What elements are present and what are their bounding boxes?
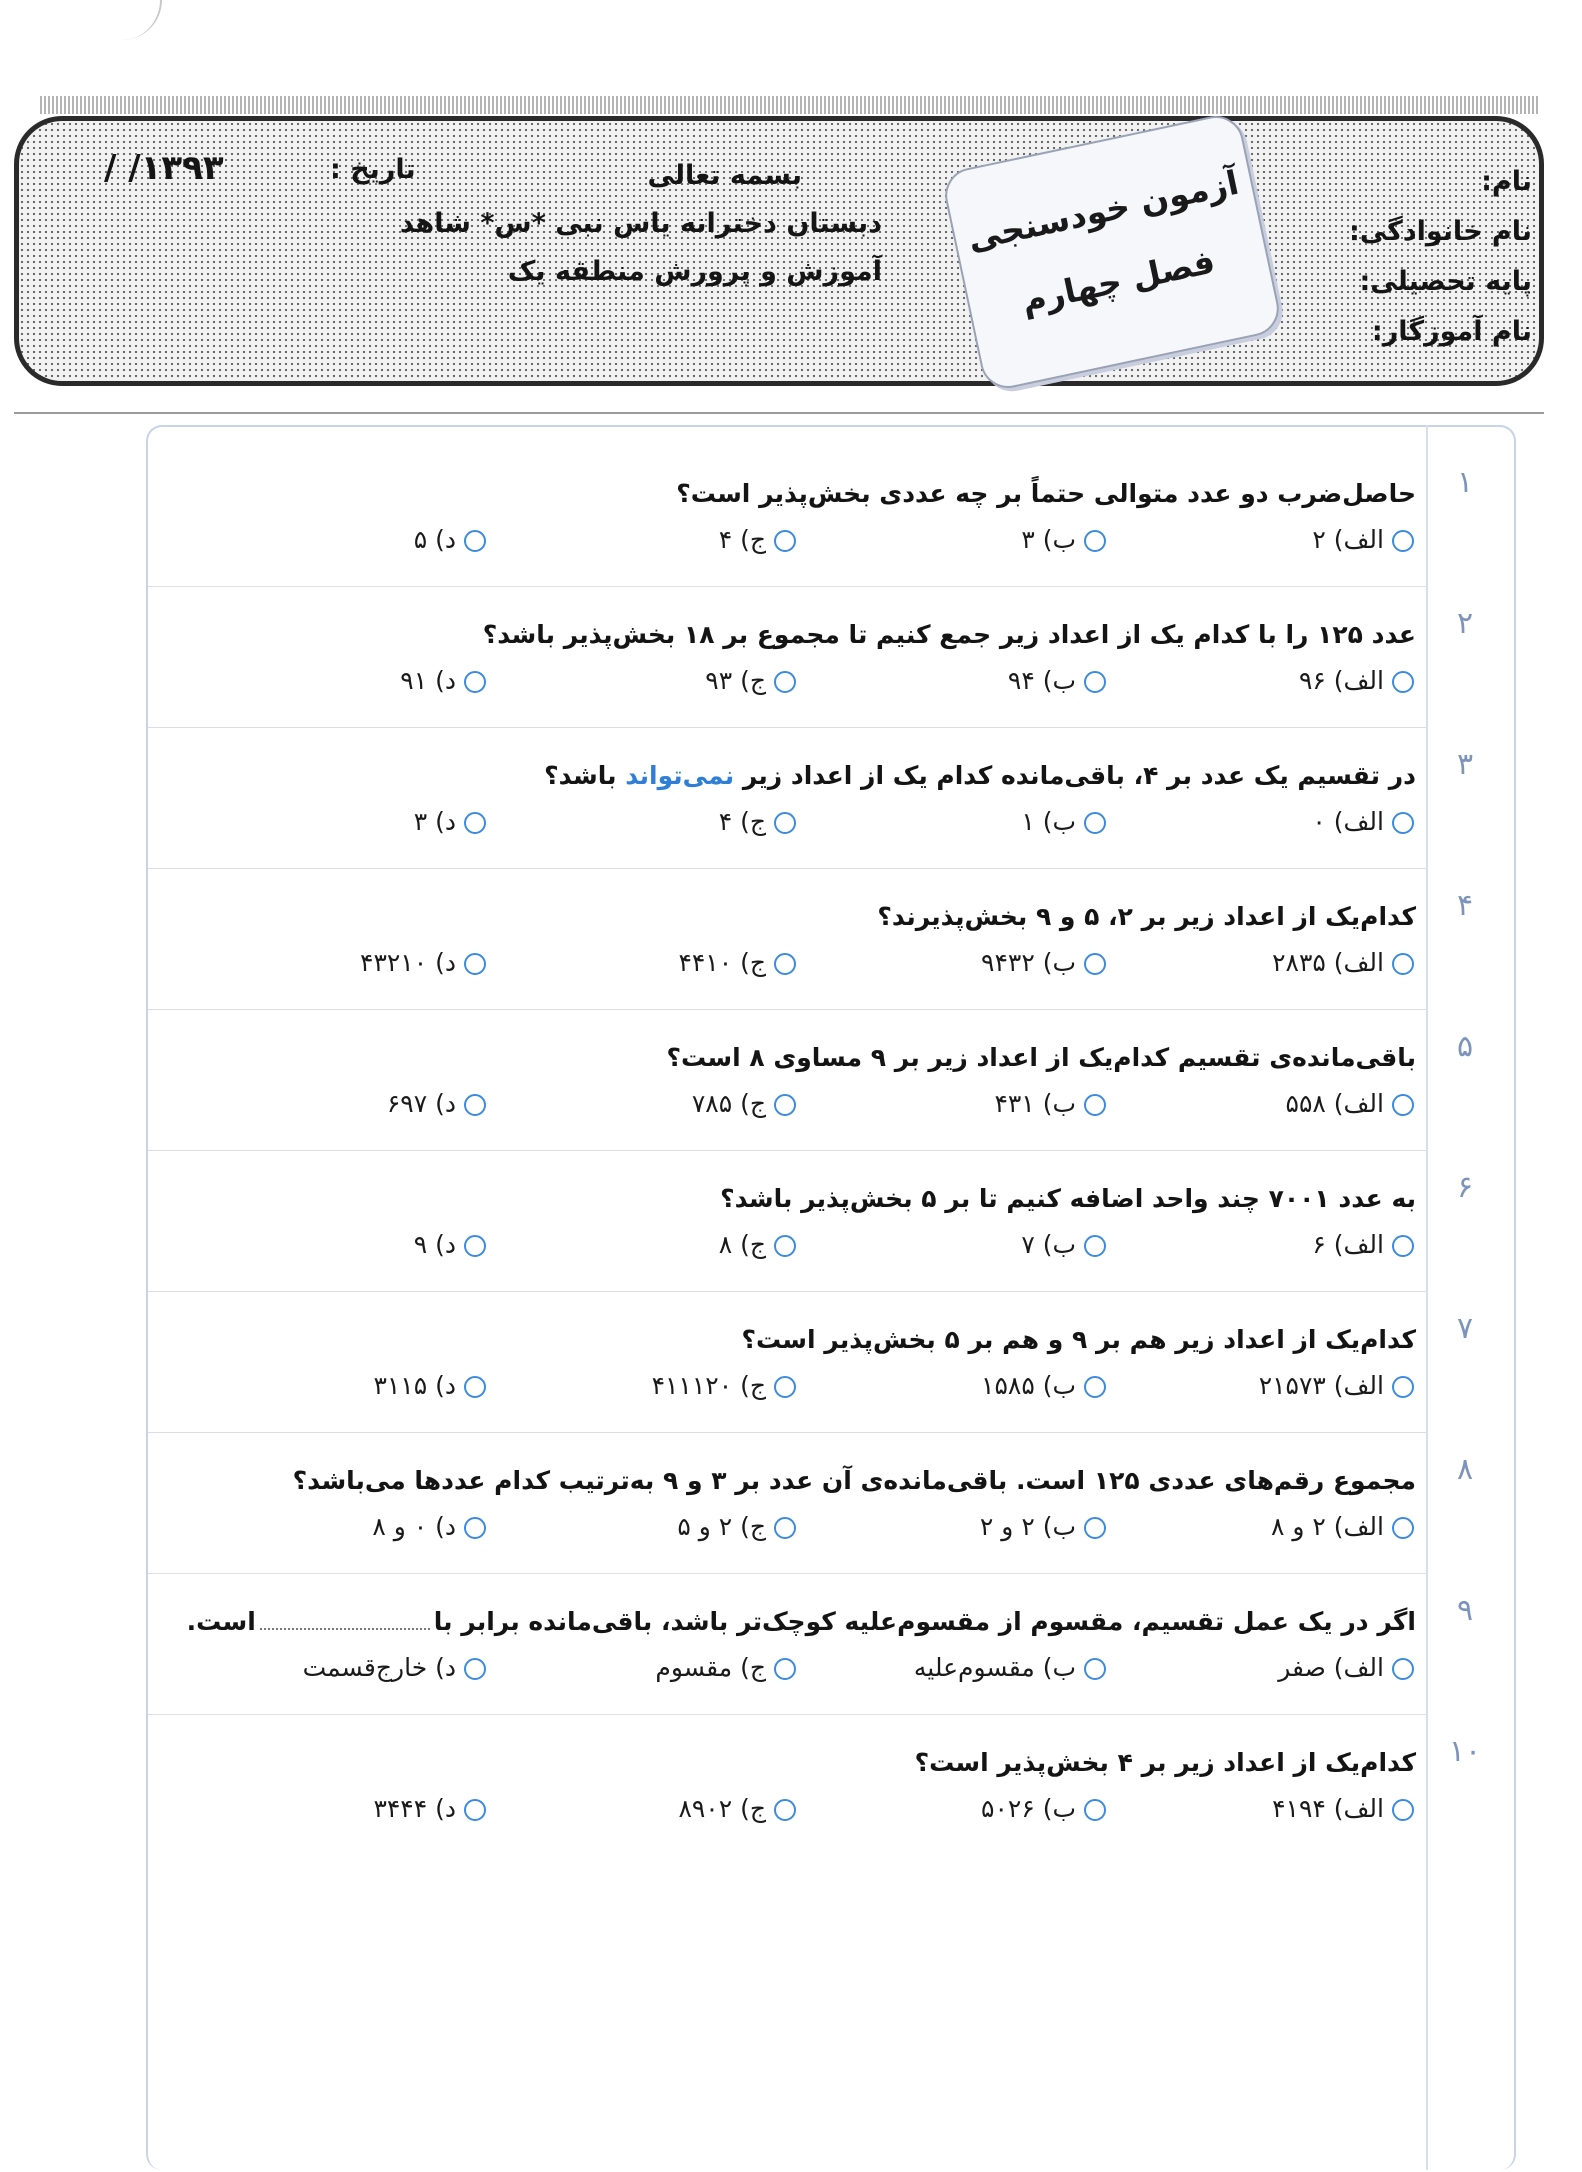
grade-label: پایه تحصیلی: [1359, 266, 1532, 297]
option-d[interactable] [400, 666, 486, 695]
question-text: حاصل‌ضرب دو عدد متوالی حتماً بر چه عددی بخش‌پذیر است؟ [676, 479, 1416, 508]
radio-icon[interactable] [1392, 1094, 1414, 1116]
option-label: الف) صفر [1278, 1653, 1384, 1682]
radio-icon[interactable] [1392, 671, 1414, 693]
radio-icon[interactable] [1084, 1376, 1106, 1398]
option-d[interactable] [414, 807, 486, 836]
question-number: ۶ [1456, 1170, 1474, 1205]
radio-icon[interactable] [1392, 1799, 1414, 1821]
option-a[interactable] [1312, 525, 1414, 554]
question-text: کدام‌یک از اعداد زیر بر ۴ بخش‌پذیر است؟ [914, 1748, 1416, 1777]
question-text: کدام‌یک از اعداد زیر هم بر ۹ و هم بر ۵ بخش‌پذیر است؟ [741, 1325, 1416, 1354]
question-8 [148, 1432, 1426, 1574]
question-1 [148, 445, 1426, 587]
option-b[interactable] [1021, 807, 1106, 836]
option-label: ج) ۴۱۱۱۲۰ [651, 1371, 766, 1400]
family-label: نام خانوادگی: [1348, 216, 1532, 247]
option-label: ب) ۹۴۳۲ [981, 948, 1076, 977]
radio-icon[interactable] [1392, 812, 1414, 834]
option-label: ب) مقسوم‌علیه [913, 1653, 1076, 1682]
radio-icon[interactable] [774, 671, 796, 693]
radio-icon[interactable] [1084, 530, 1106, 552]
radio-icon[interactable] [464, 1376, 486, 1398]
question-text: به عدد ۷۰۰۱ چند واحد اضافه کنیم تا بر ۵ بخش‌پذیر باشد؟ [720, 1184, 1416, 1213]
option-c[interactable] [678, 948, 796, 977]
option-b[interactable] [1021, 525, 1106, 554]
option-d[interactable] [373, 1794, 486, 1823]
header-divider [14, 412, 1544, 414]
option-label: د) خارج‌قسمت [302, 1653, 456, 1682]
radio-icon[interactable] [1392, 1517, 1414, 1539]
option-c[interactable] [678, 1794, 796, 1823]
option-a[interactable] [1259, 1371, 1414, 1400]
radio-icon[interactable] [774, 953, 796, 975]
question-text: مجموع رقم‌های عددی ۱۲۵ است. باقی‌مانده‌ی آن عدد بر ۳ و ۹ به‌ترتیب کدام عددها می‌باشد؟ [292, 1466, 1416, 1495]
answer-blank[interactable] [260, 1628, 430, 1630]
radio-icon[interactable] [1084, 671, 1106, 693]
radio-icon[interactable] [464, 1235, 486, 1257]
option-label: ج) ۴ [718, 525, 766, 554]
option-label: د) ۵ [413, 525, 456, 554]
question-text-part: باشد؟ [544, 761, 617, 790]
question-10 [148, 1714, 1426, 1855]
option-label: الف) ۲۱۵۷۳ [1258, 1371, 1384, 1400]
district-name: آموزش و پرورش منطقه یک [507, 256, 882, 287]
option-d[interactable] [360, 948, 486, 977]
question-number: ۸ [1456, 1452, 1474, 1487]
option-label: د) ۳۱۱۵ [373, 1371, 456, 1400]
option-c[interactable] [719, 807, 796, 836]
school-name: دبستان دخترانه یاس نبی *س* شاهد [399, 208, 882, 239]
option-c[interactable] [692, 1089, 796, 1118]
option-a[interactable] [1272, 948, 1414, 977]
option-a[interactable] [1286, 1089, 1414, 1118]
radio-icon[interactable] [774, 1658, 796, 1680]
option-a[interactable] [1272, 1794, 1414, 1823]
question-text: عدد ۱۲۵ را با کدام یک از اعداد زیر جمع کنیم تا مجموع بر ۱۸ بخش‌پذیر باشد؟ [482, 620, 1416, 649]
option-label: ج) ۸ [718, 1230, 766, 1259]
option-d[interactable] [414, 1230, 486, 1259]
option-label: ب) ۲ و ۲ [979, 1512, 1076, 1541]
option-d[interactable] [372, 1512, 486, 1541]
page-corner-mark [120, 0, 162, 40]
option-label: الف) ۶ [1312, 1230, 1384, 1259]
question-number: ۹ [1456, 1593, 1474, 1628]
option-b[interactable] [981, 948, 1106, 977]
stamp-subtitle: فصل چهارم [1018, 241, 1219, 321]
option-d[interactable] [387, 1089, 486, 1118]
radio-icon[interactable] [464, 530, 486, 552]
option-c[interactable] [652, 1371, 796, 1400]
question-number: ۲ [1456, 606, 1474, 641]
option-b[interactable] [1008, 666, 1106, 695]
option-label: د) ۹ [413, 1230, 456, 1259]
question-text [544, 761, 1416, 790]
top-dotted-strip [40, 96, 1540, 114]
radio-icon[interactable] [774, 1799, 796, 1821]
option-label: د) ۹۱ [400, 666, 456, 695]
question-5 [148, 1009, 1426, 1151]
option-label: د) ۳ [413, 807, 456, 836]
option-label: الف) ۲ و ۸ [1271, 1512, 1384, 1541]
radio-icon[interactable] [774, 1376, 796, 1398]
option-label: ج) ۴۴۱۰ [678, 948, 766, 977]
question-text-part: است. [186, 1607, 256, 1636]
option-label: ب) ۴۳۱ [994, 1089, 1076, 1118]
radio-icon[interactable] [464, 812, 486, 834]
question-9 [148, 1573, 1426, 1715]
option-label: الف) ۰ [1312, 807, 1384, 836]
radio-icon[interactable] [464, 953, 486, 975]
question-text: باقی‌مانده‌ی تقسیم کدام‌یک از اعداد زیر بر ۹ مساوی ۸ است؟ [666, 1043, 1416, 1072]
name-label: نام: [1481, 166, 1532, 197]
radio-icon[interactable] [464, 1799, 486, 1821]
option-label: ب) ۹۴ [1007, 666, 1076, 695]
option-label: د) ۴۳۲۱۰ [360, 948, 456, 977]
question-text-part: در تقسیم یک عدد بر ۴، باقی‌مانده کدام یک از اعداد زیر [742, 761, 1416, 790]
option-b[interactable] [981, 1794, 1106, 1823]
question-7 [148, 1291, 1426, 1433]
radio-icon[interactable] [1084, 1799, 1106, 1821]
radio-icon[interactable] [774, 530, 796, 552]
option-label: د) ۶۹۷ [386, 1089, 456, 1118]
radio-icon[interactable] [1392, 1658, 1414, 1680]
option-c[interactable] [655, 1653, 796, 1682]
radio-icon[interactable] [1084, 1517, 1106, 1539]
option-d[interactable] [373, 1371, 486, 1400]
radio-icon[interactable] [1084, 1094, 1106, 1116]
option-d[interactable] [303, 1653, 486, 1682]
basmala: بسمه تعالی [647, 160, 802, 191]
option-a[interactable] [1278, 1653, 1414, 1682]
option-c[interactable] [719, 1230, 796, 1259]
option-c[interactable] [705, 666, 796, 695]
option-label: الف) ۲۸۳۵ [1272, 948, 1384, 977]
question-number: ۵ [1456, 1029, 1474, 1064]
radio-icon[interactable] [1084, 953, 1106, 975]
option-b[interactable] [981, 1371, 1106, 1400]
option-label: ب) ۱ [1021, 807, 1076, 836]
date-label: تاریخ : [330, 154, 416, 185]
radio-icon[interactable] [1392, 530, 1414, 552]
radio-icon[interactable] [1084, 1658, 1106, 1680]
question-number: ۷ [1456, 1311, 1474, 1346]
radio-icon[interactable] [774, 1517, 796, 1539]
radio-icon[interactable] [774, 812, 796, 834]
option-a[interactable] [1271, 1512, 1414, 1541]
option-c[interactable] [719, 525, 796, 554]
radio-icon[interactable] [464, 1658, 486, 1680]
option-label: الف) ۹۶ [1298, 666, 1384, 695]
question-number: ۱۰ [1448, 1734, 1482, 1769]
option-b[interactable] [980, 1512, 1106, 1541]
question-number: ۳ [1456, 747, 1474, 782]
option-b[interactable] [994, 1089, 1106, 1118]
radio-icon[interactable] [464, 1094, 486, 1116]
option-label: ب) ۳ [1021, 525, 1076, 554]
question-text-highlight: نمی‌تواند [625, 761, 735, 790]
option-label: ب) ۵۰۲۶ [981, 1794, 1076, 1823]
option-label: الف) ۴۱۹۴ [1272, 1794, 1384, 1823]
option-a[interactable] [1299, 666, 1414, 695]
question-number: ۴ [1456, 888, 1474, 923]
exam-header [14, 116, 1544, 386]
radio-icon[interactable] [774, 1094, 796, 1116]
radio-icon[interactable] [464, 1517, 486, 1539]
radio-icon[interactable] [1084, 1235, 1106, 1257]
radio-icon[interactable] [774, 1235, 796, 1257]
option-c[interactable] [677, 1512, 796, 1541]
radio-icon[interactable] [464, 671, 486, 693]
option-d[interactable] [414, 525, 486, 554]
option-a[interactable] [1312, 807, 1414, 836]
option-label: د) ۳۴۴۴ [373, 1794, 456, 1823]
option-label: ج) ۸۹۰۲ [678, 1794, 766, 1823]
question-2 [148, 586, 1426, 728]
option-label: ب) ۱۵۸۵ [981, 1371, 1076, 1400]
question-text-part: اگر در یک عمل تقسیم، مقسوم از مقسوم‌علیه کوچک‌تر باشد، باقی‌مانده برابر با [433, 1607, 1416, 1636]
teacher-label: نام آموزگار: [1371, 316, 1532, 347]
radio-icon[interactable] [1084, 812, 1106, 834]
option-label: الف) ۵۵۸ [1285, 1089, 1384, 1118]
option-b[interactable] [1021, 1230, 1106, 1259]
number-column-divider [1426, 425, 1428, 2170]
option-label: الف) ۲ [1312, 525, 1384, 554]
question-text [187, 1607, 1416, 1636]
option-label: ج) ۷۸۵ [691, 1089, 766, 1118]
option-label: ج) ۹۳ [705, 666, 766, 695]
radio-icon[interactable] [1392, 1376, 1414, 1398]
option-label: ج) مقسوم [655, 1653, 766, 1682]
question-3 [148, 727, 1426, 869]
option-a[interactable] [1312, 1230, 1414, 1259]
question-4 [148, 868, 1426, 1010]
option-label: د) ۰ و ۸ [372, 1512, 456, 1541]
question-6 [148, 1150, 1426, 1292]
radio-icon[interactable] [1392, 953, 1414, 975]
question-number: ۱ [1456, 465, 1474, 500]
option-label: ج) ۲ و ۵ [677, 1512, 766, 1541]
option-b[interactable] [914, 1653, 1106, 1682]
option-label: ب) ۷ [1021, 1230, 1076, 1259]
option-label: ج) ۴ [718, 807, 766, 836]
radio-icon[interactable] [1392, 1235, 1414, 1257]
stamp-title: آزمون خودسنجی [964, 162, 1243, 259]
date-value: / /۱۳۹۳ [104, 148, 224, 188]
question-text: کدام‌یک از اعداد زیر بر ۲، ۵ و ۹ بخش‌پذیرند؟ [877, 902, 1416, 931]
